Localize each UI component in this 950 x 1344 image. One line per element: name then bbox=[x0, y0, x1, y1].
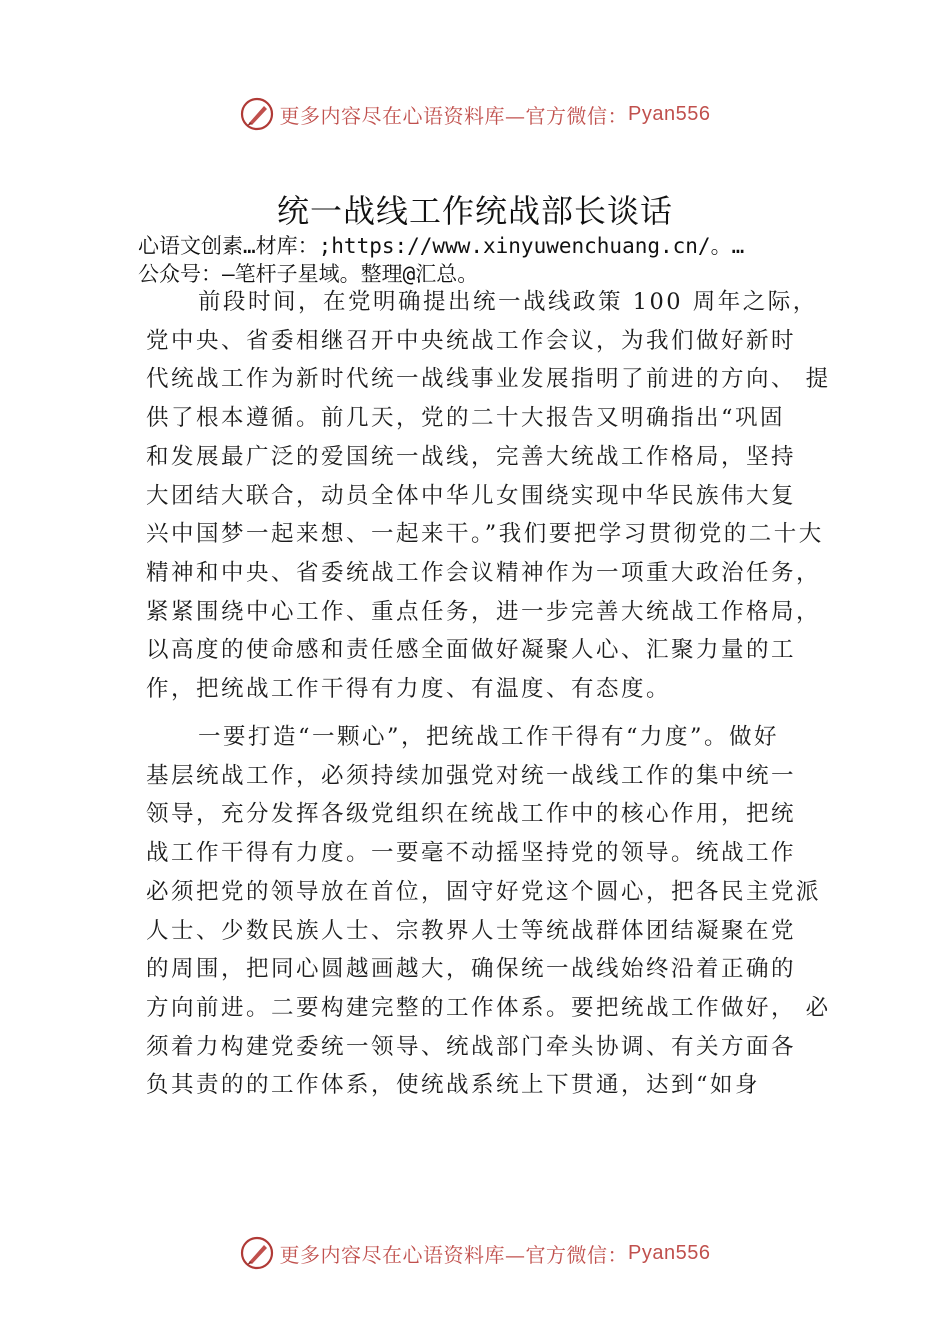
paragraph-line: 必须把党的领导放在首位，固守好党这个圆心，把各民主党派 bbox=[146, 878, 822, 905]
quill-pen-logo-icon bbox=[240, 97, 274, 131]
paragraph-line: 负其责的的工作体系，使统战系统上下贯通，达到“如身 bbox=[146, 1072, 761, 1099]
paragraph-line: 作，把统战工作干得有力度、有温度、有态度。 bbox=[146, 676, 672, 703]
paragraph-line: 兴中国梦一起来想、一起来干。”我们要把学习贯彻党的二十大 bbox=[146, 521, 824, 548]
paragraph-line: 领导，充分发挥各级党组织在统战工作中的核心作用，把统 bbox=[146, 801, 797, 828]
banner-wechat-id: Pyan556 bbox=[628, 102, 711, 125]
paragraph-line: 代统战工作为新时代统一战线事业发展指明了前进的方向、 提 bbox=[146, 366, 831, 393]
paragraph-line: 须着力构建党委统一领导、统战部门牵头协调、有关方面各 bbox=[146, 1033, 797, 1060]
document-title: 统一战线工作统战部长谈话 bbox=[276, 192, 673, 230]
paragraph-line: 一要打造“一颗心”，把统战工作干得有“力度”。做好 bbox=[198, 724, 780, 750]
source-info bbox=[138, 232, 828, 288]
paragraph-line: 前段时间，在党明确提出统一战线政策 100 周年之际， bbox=[198, 289, 818, 315]
quill-pen-logo-icon bbox=[240, 1236, 274, 1270]
banner-wechat-id: Pyan556 bbox=[628, 1241, 711, 1264]
paragraph-line: 紧紧围绕中心工作、重点任务，进一步完善大统战工作格局， bbox=[146, 598, 822, 625]
paragraph-line: 供了根本遵循。前几天，党的二十大报告又明确指出“巩固 bbox=[146, 405, 786, 432]
paragraph-line: 方向前进。二要构建完整的工作体系。要把统战工作做好， 必 bbox=[146, 994, 831, 1021]
paragraph-line: 人士、少数民族人士、宗教界人士等统战群体团结凝聚在党 bbox=[146, 917, 797, 944]
paragraph-line: 和发展最广泛的爱国统一战线，完善大统战工作格局，坚持 bbox=[146, 443, 797, 470]
paragraph-line: 基层统战工作，必须持续加强党对统一战线工作的集中统一 bbox=[146, 762, 797, 789]
paragraph-line: 大团结大联合，动员全体中华儿女围绕实现中华民族伟大复 bbox=[146, 482, 797, 509]
banner-text: 更多内容尽在心语资料库—官方微信： bbox=[279, 1242, 629, 1267]
paragraph-line: 精神和中央、省委统战工作会议精神作为一项重大政治任务， bbox=[146, 559, 822, 586]
paragraph-line: 战工作干得有力度。一要毫不动摇坚持党的领导。统战工作 bbox=[146, 840, 797, 867]
paragraph-line: 以高度的使命感和责任感全面做好凝聚人心、汇聚力量的工 bbox=[146, 637, 797, 664]
banner-text: 更多内容尽在心语资料库—官方微信： bbox=[279, 103, 629, 128]
paragraph-2 bbox=[146, 718, 831, 1105]
header-watermark-banner bbox=[0, 97, 950, 131]
paragraph-1 bbox=[146, 283, 831, 709]
source-line-1: 心语文创素…材库：;https://www.xinyuwenchuang.cn/。… bbox=[138, 234, 745, 258]
source-line-2: 公众号：—笔杆子星域。整理@汇总。 bbox=[138, 262, 479, 286]
footer-watermark-banner bbox=[0, 1236, 950, 1270]
paragraph-line: 党中央、省委相继召开中央统战工作会议，为我们做好新时 bbox=[146, 327, 797, 354]
paragraph-line: 的周围，把同心圆越画越大，确保统一战线始终沿着正确的 bbox=[146, 956, 797, 983]
